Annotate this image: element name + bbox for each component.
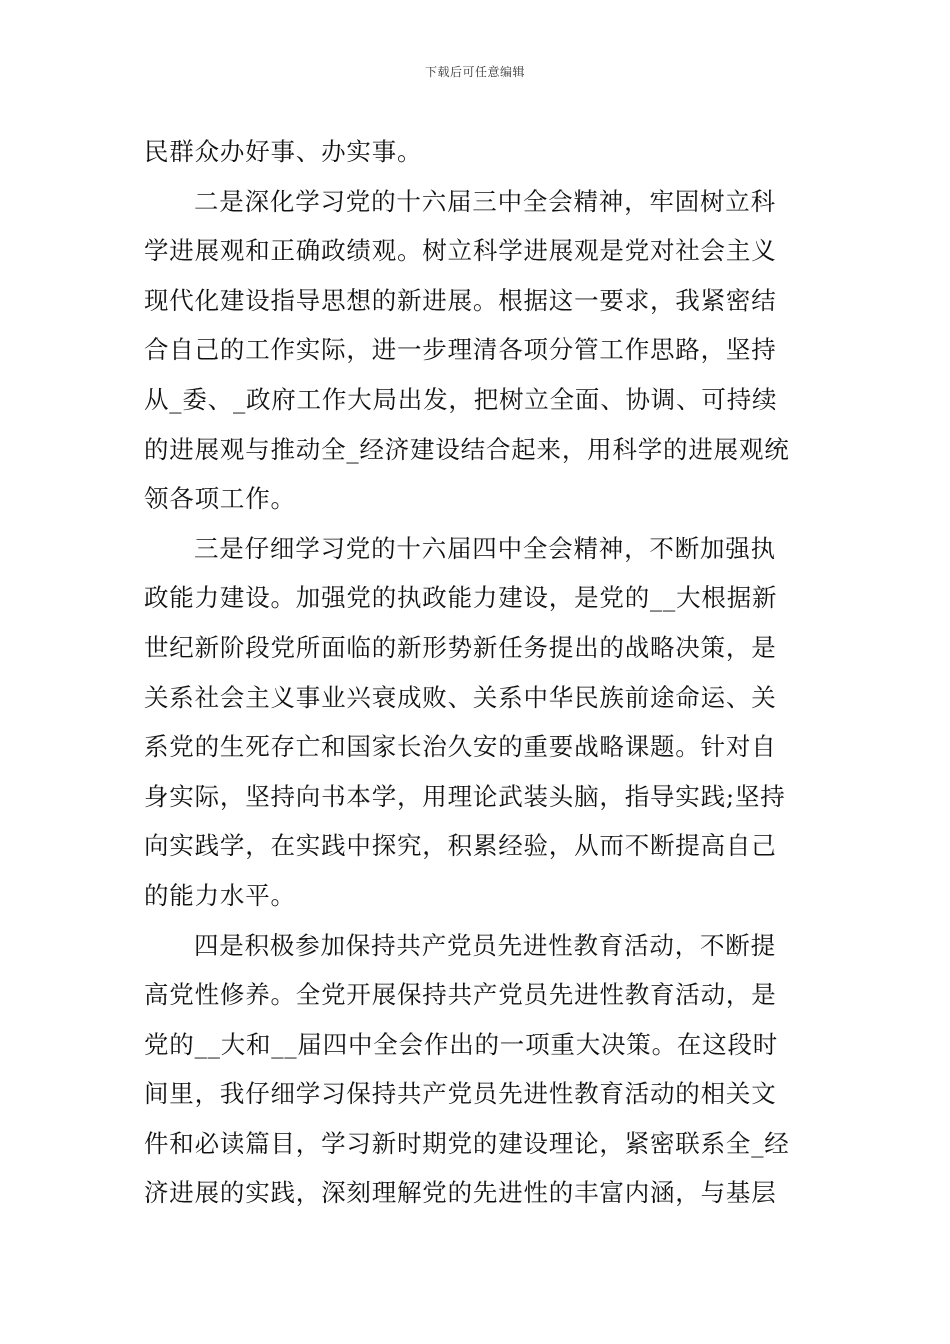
text-line: 党的__大和__届四中全会作出的一项重大决策。在这段时 — [144, 1029, 779, 1059]
text-line: 的能力水平。 — [144, 880, 296, 910]
text-line: 关系社会主义事业兴衰成败、关系中华民族前途命运、关 — [144, 682, 777, 712]
text-line: 高党性修养。全党开展保持共产党员先进性教育活动，是 — [144, 980, 777, 1010]
text-line: 向实践学，在实践中探究，积累经验，从而不断提高自己 — [144, 831, 777, 861]
text-line: 民群众办好事、办实事。 — [144, 137, 423, 166]
text-line: 身实际，坚持向书本学，用理论武装头脑，指导实践;坚持 — [144, 781, 786, 811]
page-header-note: 下载后可任意编辑 — [424, 65, 525, 79]
text-line: 世纪新阶段党所面临的新形势新任务提出的战略决策，是 — [144, 632, 777, 662]
text-line: 从_委、_政府工作大局出发，把树立全面、协调、可持续 — [144, 384, 778, 414]
text-line: 政能力建设。加强党的执政能力建设，是党的__大根据新 — [144, 583, 778, 613]
text-line: 济进展的实践，深刻理解党的先进性的丰富内涵，与基层 — [144, 1178, 777, 1208]
paragraph-start-line: 三是仔细学习党的十六届四中全会精神，不断加强执 — [194, 533, 776, 563]
document-body — [144, 127, 808, 1218]
text-line: 的进展观与推动全_经济建设结合起来，用科学的进展观统 — [144, 434, 790, 464]
text-line: 学进展观和正确政绩观。树立科学进展观是党对社会主义 — [144, 236, 777, 266]
text-line: 件和必读篇目，学习新时期党的建设理论，紧密联系全_经 — [144, 1128, 790, 1158]
text-line: 合自己的工作实际，进一步理清各项分管工作思路，坚持 — [144, 335, 777, 365]
text-line: 现代化建设指导思想的新进展。根据这一要求，我紧密结 — [144, 285, 777, 315]
text-line: 间里，我仔细学习保持共产党员先进性教育活动的相关文 — [144, 1079, 777, 1109]
paragraph-start-line: 四是积极参加保持共产党员先进性教育活动，不断提 — [194, 930, 776, 960]
paragraph-start-line: 二是深化学习党的十六届三中全会精神，牢固树立科 — [194, 186, 776, 216]
text-line: 系党的生死存亡和国家长治久安的重要战略课题。针对自 — [144, 732, 777, 762]
text-line: 领各项工作。 — [144, 484, 296, 514]
